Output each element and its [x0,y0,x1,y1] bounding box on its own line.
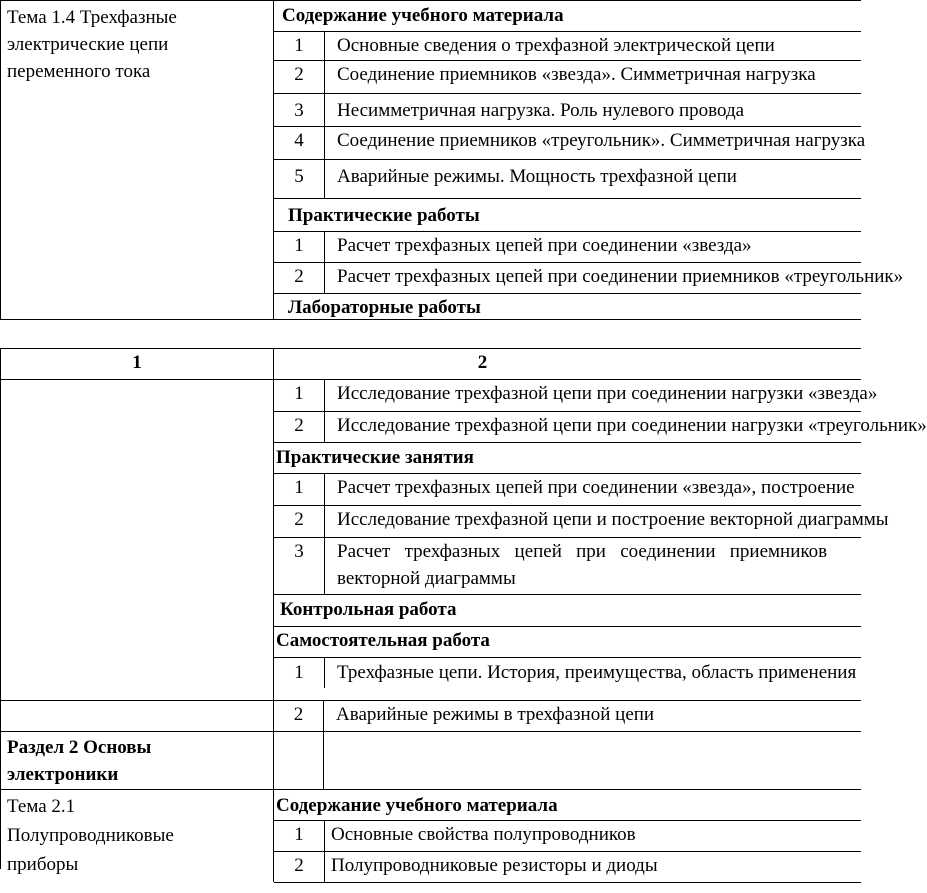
row-number: 5 [294,166,304,187]
content-column [273,1,904,319]
section-title [1,732,273,789]
section-row [1,731,861,789]
row-number: 1 [294,662,304,683]
column-header-row [1,349,861,379]
topic-line: Тема 2.1 [7,796,76,817]
row-number: 1 [294,824,304,845]
table-row [274,126,866,159]
row-text: Основные сведения о трехфазной электрической цепи [324,32,861,60]
lab-block [1,379,927,700]
row-text: Исследование трехфазной цепи и построение векторной диаграммы [324,506,861,537]
topic-cell [1,790,273,882]
table-row [274,537,861,594]
topic-line: электрические цепи [7,34,169,55]
row-text: Аварийные режимы в трехфазной цепи [323,701,861,731]
table-row [274,380,878,411]
table-row [274,657,861,688]
row-number: 3 [294,100,304,121]
practical-header-row [274,442,861,473]
topic-line: Полупроводниковые [7,825,174,846]
row-number: 2 [294,64,304,85]
table-row [274,60,861,93]
lab-header-row [274,293,861,324]
empty-cell [1,701,273,731]
table-row [274,505,889,537]
independent-header: Самостоятельная работа [276,630,490,651]
row-number: 4 [294,130,304,151]
row-number: 2 [294,855,304,876]
independent-header-row [274,626,861,657]
practical-header-row [274,198,861,231]
row-text: Расчет трехфазных цепей при соединении приемников «треугольник» [324,263,861,293]
table-row [274,93,861,126]
control-header-row [274,594,861,626]
row-text: Соединение приемников «звезда». Симметричная нагрузка [324,61,861,93]
column-header-2: 2 [273,349,861,379]
row-text: Расчет трехфазных цепей при соединении «звезда» [324,232,861,262]
row-number: 1 [294,235,304,256]
row-text: Расчет трехфазных цепей при соединении «звезда», построение [324,474,861,505]
row-number: 1 [294,477,304,498]
table-row [274,473,861,505]
content-header-row [274,790,861,820]
section-title-line: Раздел 2 Основы [7,737,152,758]
table-row [274,159,861,198]
column-header-1: 1 [132,352,142,373]
content-header: Содержание учебного материала [276,795,558,816]
row-number: 2 [273,701,323,731]
row-text: Исследование трехфазной цепи при соединении нагрузки «звезда» [324,380,861,411]
control-header: Контрольная работа [280,599,457,620]
curriculum-table-1 [0,0,904,320]
topic-line: Тема 1.4 Трехфазные [7,7,177,28]
row-text-line: векторной диаграммы [337,568,516,589]
table-row [274,820,861,851]
topic-line: переменного тока [7,61,151,82]
practical-header: Практические занятия [276,447,474,468]
section-title-line: электроники [7,764,119,785]
row-text: Трехфазные цепи. История, преимущества, область применения [324,658,861,688]
row-number: 1 [294,383,304,404]
row-text [324,538,861,594]
lab-header: Лабораторные работы [288,297,481,318]
row-text: Исследование трехфазной цепи при соединении нагрузки «треугольник» [324,412,861,442]
empty-cell [323,732,861,789]
row-text: Соединение приемников «треугольник». Симметричная нагрузка [324,127,861,159]
practical-header: Практические работы [288,205,480,226]
table-row [274,851,861,883]
row-number: 2 [294,509,304,530]
row-text-line: Расчет трехфазных цепей при соединении приемников [337,541,828,562]
empty-cell [273,732,323,789]
table-row [274,31,861,60]
topic-line: приборы [7,854,79,875]
row-number: 1 [294,35,304,56]
curriculum-table-2 [0,348,927,876]
content-header: Содержание учебного материала [282,5,564,26]
row-text: Аварийные режимы. Мощность трехфазной цепи [324,160,861,198]
row-number: 3 [294,541,304,562]
table-row [274,411,927,442]
empty-cell [1,380,273,700]
row-text: Несимметричная нагрузка. Роль нулевого провода [324,94,861,126]
row-number: 2 [294,266,304,287]
row-text: Полупроводниковые резисторы и диоды [324,852,861,882]
topic21-block [1,789,861,882]
table-row [274,231,861,262]
topic-cell [1,1,273,319]
table-row [274,262,904,293]
content-header-row [274,1,861,31]
table-row [1,700,861,731]
row-number: 2 [294,415,304,436]
row-text: Основные свойства полупроводников [324,821,861,851]
